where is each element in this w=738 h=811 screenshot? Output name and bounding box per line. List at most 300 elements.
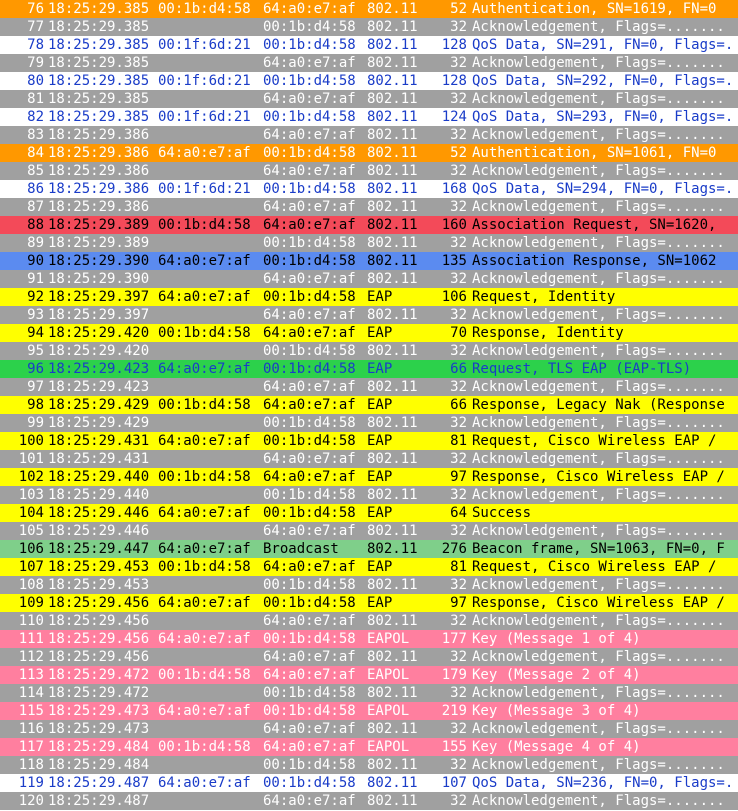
packet-info: Acknowledgement, Flags=....... xyxy=(472,127,725,143)
packet-protocol: 802.11 xyxy=(367,163,418,179)
packet-row[interactable] xyxy=(0,90,738,108)
packet-source: 00:1f:6d:21 xyxy=(158,37,251,53)
packet-source xyxy=(158,612,262,630)
packet-number: 113 xyxy=(18,667,44,683)
packet-number: 115 xyxy=(18,703,44,719)
packet-info: Acknowledgement, Flags=....... xyxy=(472,379,725,395)
packet-row[interactable] xyxy=(0,396,738,414)
packet-protocol: 802.11 xyxy=(367,343,418,359)
packet-length: 32 xyxy=(450,577,467,593)
packet-destination: 64:a0:e7:af xyxy=(263,613,356,629)
packet-number: 102 xyxy=(18,469,44,485)
packet-row[interactable] xyxy=(0,540,738,558)
packet-row[interactable] xyxy=(0,792,738,810)
packet-length: 107 xyxy=(441,775,467,791)
packet-source: 00:1b:d4:58 xyxy=(158,469,251,485)
packet-row[interactable] xyxy=(0,72,738,90)
packet-length: 32 xyxy=(450,307,467,323)
packet-info: Response, Identity xyxy=(472,325,624,341)
packet-length: 160 xyxy=(441,217,467,233)
packet-destination: 64:a0:e7:af xyxy=(263,649,356,665)
packet-number: 91 xyxy=(27,271,44,287)
packet-time: 18:25:29.473 xyxy=(48,703,150,719)
packet-source xyxy=(158,522,262,540)
packet-protocol: 802.11 xyxy=(367,793,418,809)
packet-time: 18:25:29.385 xyxy=(48,73,150,89)
packet-time: 18:25:29.386 xyxy=(48,163,150,179)
packet-row[interactable] xyxy=(0,342,738,360)
packet-info: Response, Cisco Wireless EAP / xyxy=(472,469,725,485)
packet-time: 18:25:29.385 xyxy=(48,91,150,107)
packet-destination: 64:a0:e7:af xyxy=(263,397,356,413)
packet-info: Acknowledgement, Flags=....... xyxy=(472,307,725,323)
packet-protocol: EAPOL xyxy=(367,739,410,755)
packet-destination: 00:1b:d4:58 xyxy=(263,343,356,359)
packet-source: 64:a0:e7:af xyxy=(158,361,251,377)
packet-protocol: 802.11 xyxy=(367,379,418,395)
packet-row[interactable] xyxy=(0,774,738,792)
packet-info: QoS Data, SN=293, FN=0, Flags=. xyxy=(472,109,734,125)
packet-protocol: 802.11 xyxy=(367,487,418,503)
packet-destination: 00:1b:d4:58 xyxy=(263,577,356,593)
packet-info: Key (Message 1 of 4) xyxy=(472,631,641,647)
packet-time: 18:25:29.386 xyxy=(48,127,150,143)
packet-protocol: 802.11 xyxy=(367,613,418,629)
packet-info: Acknowledgement, Flags=....... xyxy=(472,55,725,71)
packet-info: Association Request, SN=1620, xyxy=(472,217,717,233)
packet-number: 119 xyxy=(18,775,44,791)
packet-source xyxy=(158,756,262,774)
packet-source: 00:1b:d4:58 xyxy=(158,397,251,413)
packet-time: 18:25:29.385 xyxy=(48,1,150,17)
packet-info: Request, TLS EAP (EAP-TLS) xyxy=(472,361,692,377)
packet-row[interactable] xyxy=(0,270,738,288)
packet-time: 18:25:29.487 xyxy=(48,775,150,791)
packet-protocol: EAP xyxy=(367,505,393,521)
packet-length: 32 xyxy=(450,91,467,107)
packet-destination: 64:a0:e7:af xyxy=(263,559,356,575)
packet-number: 86 xyxy=(27,181,44,197)
packet-length: 32 xyxy=(450,757,467,773)
packet-destination: 64:a0:e7:af xyxy=(263,55,356,71)
packet-row[interactable] xyxy=(0,522,738,540)
packet-destination: 64:a0:e7:af xyxy=(263,721,356,737)
packet-time: 18:25:29.446 xyxy=(48,523,150,539)
packet-destination: 64:a0:e7:af xyxy=(263,469,356,485)
packet-info: QoS Data, SN=292, FN=0, Flags=. xyxy=(472,73,734,89)
packet-source: 00:1f:6d:21 xyxy=(158,73,251,89)
packet-source: 00:1f:6d:21 xyxy=(158,109,251,125)
packet-row[interactable] xyxy=(0,432,738,450)
packet-length: 52 xyxy=(450,1,467,17)
packet-protocol: 802.11 xyxy=(367,271,418,287)
packet-destination: 00:1b:d4:58 xyxy=(263,703,356,719)
packet-time: 18:25:29.420 xyxy=(48,325,150,341)
packet-length: 97 xyxy=(450,469,467,485)
packet-length: 32 xyxy=(450,379,467,395)
packet-time: 18:25:29.385 xyxy=(48,19,150,35)
packet-destination: 64:a0:e7:af xyxy=(263,379,356,395)
packet-row[interactable] xyxy=(0,324,738,342)
packet-source xyxy=(158,54,262,72)
packet-row[interactable] xyxy=(0,738,738,756)
packet-protocol: 802.11 xyxy=(367,109,418,125)
packet-destination: 64:a0:e7:af xyxy=(263,1,356,17)
packet-destination: 00:1b:d4:58 xyxy=(263,37,356,53)
packet-time: 18:25:29.472 xyxy=(48,685,150,701)
packet-info: Acknowledgement, Flags=....... xyxy=(472,523,725,539)
packet-time: 18:25:29.385 xyxy=(48,109,150,125)
packet-info: Authentication, SN=1061, FN=0 xyxy=(472,145,717,161)
packet-time: 18:25:29.440 xyxy=(48,469,150,485)
packet-time: 18:25:29.423 xyxy=(48,361,150,377)
packet-length: 32 xyxy=(450,649,467,665)
packet-time: 18:25:29.473 xyxy=(48,721,150,737)
packet-protocol: 802.11 xyxy=(367,307,418,323)
packet-time: 18:25:29.385 xyxy=(48,37,150,53)
packet-source: 64:a0:e7:af xyxy=(158,631,251,647)
packet-number: 103 xyxy=(18,487,44,503)
packet-number: 108 xyxy=(18,577,44,593)
packet-info: Request, Cisco Wireless EAP / xyxy=(472,559,717,575)
packet-protocol: 802.11 xyxy=(367,181,418,197)
packet-number: 110 xyxy=(18,613,44,629)
packet-info: Acknowledgement, Flags=....... xyxy=(472,649,725,665)
packet-number: 83 xyxy=(27,127,44,143)
packet-destination: 00:1b:d4:58 xyxy=(263,181,356,197)
packet-time: 18:25:29.390 xyxy=(48,271,150,287)
packet-protocol: 802.11 xyxy=(367,127,418,143)
packet-row[interactable] xyxy=(0,306,738,324)
packet-number: 82 xyxy=(27,109,44,125)
packet-time: 18:25:29.389 xyxy=(48,217,150,233)
packet-source: 64:a0:e7:af xyxy=(158,253,251,269)
packet-info: Beacon frame, SN=1063, FN=0, F xyxy=(472,541,725,557)
packet-time: 18:25:29.397 xyxy=(48,307,150,323)
packet-time: 18:25:29.386 xyxy=(48,181,150,197)
packet-source: 64:a0:e7:af xyxy=(158,541,251,557)
packet-time: 18:25:29.446 xyxy=(48,505,150,521)
packet-destination: Broadcast xyxy=(263,541,339,557)
packet-source: 00:1b:d4:58 xyxy=(158,1,251,17)
packet-number: 118 xyxy=(18,757,44,773)
packet-info: Authentication, SN=1619, FN=0 xyxy=(472,1,717,17)
packet-length: 179 xyxy=(441,667,467,683)
packet-row[interactable] xyxy=(0,18,738,36)
packet-destination: 00:1b:d4:58 xyxy=(263,361,356,377)
packet-number: 111 xyxy=(18,631,44,647)
packet-info: Acknowledgement, Flags=....... xyxy=(472,91,725,107)
packet-protocol: EAP xyxy=(367,289,393,305)
packet-row[interactable] xyxy=(0,702,738,720)
packet-length: 128 xyxy=(441,73,467,89)
packet-source xyxy=(158,198,262,216)
packet-number: 77 xyxy=(27,19,44,35)
packet-info: Request, Cisco Wireless EAP / xyxy=(472,433,717,449)
packet-row[interactable] xyxy=(0,360,738,378)
packet-time: 18:25:29.456 xyxy=(48,613,150,629)
packet-length: 32 xyxy=(450,451,467,467)
packet-source: 64:a0:e7:af xyxy=(158,505,251,521)
packet-number: 99 xyxy=(27,415,44,431)
packet-protocol: 802.11 xyxy=(367,523,418,539)
packet-protocol: 802.11 xyxy=(367,253,418,269)
packet-info: Success xyxy=(472,505,532,521)
packet-length: 32 xyxy=(450,271,467,287)
packet-time: 18:25:29.420 xyxy=(48,343,150,359)
packet-row[interactable] xyxy=(0,486,738,504)
packet-row[interactable] xyxy=(0,144,738,162)
packet-number: 95 xyxy=(27,343,44,359)
packet-protocol: 802.11 xyxy=(367,451,418,467)
packet-row[interactable] xyxy=(0,162,738,180)
packet-info: Association Response, SN=1062 xyxy=(472,253,717,269)
packet-protocol: 802.11 xyxy=(367,217,418,233)
packet-time: 18:25:29.487 xyxy=(48,793,150,809)
packet-number: 88 xyxy=(27,217,44,233)
packet-protocol: EAP xyxy=(367,433,393,449)
packet-row[interactable] xyxy=(0,504,738,522)
packet-time: 18:25:29.484 xyxy=(48,739,150,755)
packet-source xyxy=(158,18,262,36)
packet-time: 18:25:29.472 xyxy=(48,667,150,683)
packet-length: 32 xyxy=(450,19,467,35)
packet-source xyxy=(158,684,262,702)
packet-info: Response, Cisco Wireless EAP / xyxy=(472,595,725,611)
packet-row[interactable] xyxy=(0,666,738,684)
packet-time: 18:25:29.386 xyxy=(48,199,150,215)
packet-length: 32 xyxy=(450,235,467,251)
packet-info: Request, Identity xyxy=(472,289,616,305)
packet-protocol: EAP xyxy=(367,397,393,413)
packet-row[interactable] xyxy=(0,612,738,630)
packet-number: 89 xyxy=(27,235,44,251)
packet-row[interactable] xyxy=(0,378,738,396)
packet-destination: 00:1b:d4:58 xyxy=(263,757,356,773)
packet-length: 32 xyxy=(450,199,467,215)
packet-row[interactable] xyxy=(0,594,738,612)
packet-protocol: EAPOL xyxy=(367,631,410,647)
packet-length: 135 xyxy=(441,253,467,269)
packet-row[interactable] xyxy=(0,198,738,216)
packet-source: 64:a0:e7:af xyxy=(158,595,251,611)
packet-protocol: 802.11 xyxy=(367,145,418,161)
packet-source xyxy=(158,414,262,432)
packet-info: Acknowledgement, Flags=....... xyxy=(472,757,725,773)
packet-source xyxy=(158,720,262,738)
packet-source xyxy=(158,342,262,360)
packet-time: 18:25:29.389 xyxy=(48,235,150,251)
packet-time: 18:25:29.431 xyxy=(48,451,150,467)
packet-destination: 64:a0:e7:af xyxy=(263,451,356,467)
packet-length: 32 xyxy=(450,613,467,629)
packet-info: Acknowledgement, Flags=....... xyxy=(472,163,725,179)
packet-length: 32 xyxy=(450,343,467,359)
packet-number: 84 xyxy=(27,145,44,161)
packet-row[interactable] xyxy=(0,756,738,774)
packet-row[interactable] xyxy=(0,720,738,738)
packet-number: 105 xyxy=(18,523,44,539)
packet-protocol: 802.11 xyxy=(367,577,418,593)
packet-row[interactable] xyxy=(0,180,738,198)
packet-number: 78 xyxy=(27,37,44,53)
packet-info: Acknowledgement, Flags=....... xyxy=(472,577,725,593)
packet-protocol: EAP xyxy=(367,595,393,611)
packet-time: 18:25:29.456 xyxy=(48,649,150,665)
packet-source: 64:a0:e7:af xyxy=(158,289,251,305)
packet-destination: 00:1b:d4:58 xyxy=(263,631,356,647)
packet-length: 276 xyxy=(441,541,467,557)
packet-source: 00:1f:6d:21 xyxy=(158,181,251,197)
packet-row[interactable] xyxy=(0,108,738,126)
packet-destination: 64:a0:e7:af xyxy=(263,271,356,287)
packet-info: Acknowledgement, Flags=....... xyxy=(472,415,725,431)
packet-row[interactable] xyxy=(0,216,738,234)
packet-length: 32 xyxy=(450,163,467,179)
packet-source xyxy=(158,126,262,144)
packet-row[interactable] xyxy=(0,558,738,576)
packet-protocol: 802.11 xyxy=(367,91,418,107)
packet-length: 128 xyxy=(441,37,467,53)
packet-protocol: EAP xyxy=(367,559,393,575)
packet-row[interactable] xyxy=(0,0,738,18)
packet-time: 18:25:29.386 xyxy=(48,145,150,161)
packet-destination: 64:a0:e7:af xyxy=(263,739,356,755)
packet-number: 94 xyxy=(27,325,44,341)
packet-number: 107 xyxy=(18,559,44,575)
packet-source xyxy=(158,90,262,108)
packet-number: 116 xyxy=(18,721,44,737)
packet-row[interactable] xyxy=(0,648,738,666)
packet-source xyxy=(158,576,262,594)
packet-protocol: EAP xyxy=(367,361,393,377)
packet-length: 32 xyxy=(450,685,467,701)
packet-row[interactable] xyxy=(0,684,738,702)
packet-source xyxy=(158,234,262,252)
packet-protocol: 802.11 xyxy=(367,199,418,215)
packet-info: Key (Message 4 of 4) xyxy=(472,739,641,755)
packet-length: 32 xyxy=(450,793,467,809)
packet-row[interactable] xyxy=(0,126,738,144)
packet-source: 00:1b:d4:58 xyxy=(158,325,251,341)
packet-protocol: 802.11 xyxy=(367,541,418,557)
packet-destination: 00:1b:d4:58 xyxy=(263,775,356,791)
packet-destination: 64:a0:e7:af xyxy=(263,325,356,341)
packet-destination: 00:1b:d4:58 xyxy=(263,487,356,503)
packet-number: 76 xyxy=(27,1,44,17)
packet-length: 66 xyxy=(450,397,467,413)
packet-info: Acknowledgement, Flags=....... xyxy=(472,721,725,737)
packet-length: 32 xyxy=(450,487,467,503)
packet-destination: 64:a0:e7:af xyxy=(263,91,356,107)
packet-length: 177 xyxy=(441,631,467,647)
packet-length: 32 xyxy=(450,127,467,143)
packet-destination: 64:a0:e7:af xyxy=(263,667,356,683)
packet-row[interactable] xyxy=(0,288,738,306)
packet-source: 00:1b:d4:58 xyxy=(158,667,251,683)
packet-length: 64 xyxy=(450,505,467,521)
packet-length: 168 xyxy=(441,181,467,197)
packet-destination: 64:a0:e7:af xyxy=(263,793,356,809)
packet-time: 18:25:29.484 xyxy=(48,757,150,773)
packet-protocol: 802.11 xyxy=(367,37,418,53)
packet-protocol: 802.11 xyxy=(367,757,418,773)
packet-protocol: 802.11 xyxy=(367,73,418,89)
packet-source: 64:a0:e7:af xyxy=(158,703,251,719)
packet-length: 70 xyxy=(450,325,467,341)
packet-row[interactable] xyxy=(0,36,738,54)
packet-info: Acknowledgement, Flags=....... xyxy=(472,271,725,287)
packet-protocol: 802.11 xyxy=(367,649,418,665)
packet-row[interactable] xyxy=(0,234,738,252)
packet-time: 18:25:29.390 xyxy=(48,253,150,269)
packet-destination: 00:1b:d4:58 xyxy=(263,595,356,611)
packet-destination: 64:a0:e7:af xyxy=(263,199,356,215)
packet-info: Acknowledgement, Flags=....... xyxy=(472,235,725,251)
packet-destination: 00:1b:d4:58 xyxy=(263,289,356,305)
packet-number: 90 xyxy=(27,253,44,269)
packet-protocol: EAPOL xyxy=(367,703,410,719)
packet-protocol: 802.11 xyxy=(367,415,418,431)
packet-destination: 00:1b:d4:58 xyxy=(263,73,356,89)
packet-destination: 00:1b:d4:58 xyxy=(263,109,356,125)
packet-number: 98 xyxy=(27,397,44,413)
packet-destination: 00:1b:d4:58 xyxy=(263,253,356,269)
packet-destination: 64:a0:e7:af xyxy=(263,127,356,143)
packet-source xyxy=(158,792,262,810)
packet-number: 79 xyxy=(27,55,44,71)
packet-destination: 00:1b:d4:58 xyxy=(263,505,356,521)
packet-info: QoS Data, SN=236, FN=0, Flags=. xyxy=(472,775,734,791)
packet-row[interactable] xyxy=(0,450,738,468)
packet-number: 96 xyxy=(27,361,44,377)
packet-length: 81 xyxy=(450,559,467,575)
packet-time: 18:25:29.385 xyxy=(48,55,150,71)
packet-time: 18:25:29.429 xyxy=(48,415,150,431)
packet-time: 18:25:29.440 xyxy=(48,487,150,503)
packet-info: Acknowledgement, Flags=....... xyxy=(472,487,725,503)
packet-info: Acknowledgement, Flags=....... xyxy=(472,793,725,809)
packet-row[interactable] xyxy=(0,630,738,648)
packet-info: Acknowledgement, Flags=....... xyxy=(472,19,725,35)
packet-number: 92 xyxy=(27,289,44,305)
packet-length: 32 xyxy=(450,721,467,737)
packet-destination: 64:a0:e7:af xyxy=(263,523,356,539)
packet-protocol: 802.11 xyxy=(367,235,418,251)
packet-length: 52 xyxy=(450,145,467,161)
packet-source xyxy=(158,486,262,504)
packet-row[interactable] xyxy=(0,468,738,486)
packet-row[interactable] xyxy=(0,414,738,432)
packet-destination: 00:1b:d4:58 xyxy=(263,685,356,701)
packet-time: 18:25:29.423 xyxy=(48,379,150,395)
packet-number: 87 xyxy=(27,199,44,215)
packet-number: 100 xyxy=(18,433,44,449)
packet-length: 81 xyxy=(450,433,467,449)
packet-row[interactable] xyxy=(0,54,738,72)
packet-source: 64:a0:e7:af xyxy=(158,145,251,161)
packet-number: 97 xyxy=(27,379,44,395)
packet-row[interactable] xyxy=(0,252,738,270)
packet-info: Acknowledgement, Flags=....... xyxy=(472,451,725,467)
packet-number: 104 xyxy=(18,505,44,521)
packet-info: Key (Message 3 of 4) xyxy=(472,703,641,719)
packet-time: 18:25:29.397 xyxy=(48,289,150,305)
packet-protocol: EAP xyxy=(367,325,393,341)
packet-length: 106 xyxy=(441,289,467,305)
packet-time: 18:25:29.453 xyxy=(48,559,150,575)
packet-row[interactable] xyxy=(0,576,738,594)
